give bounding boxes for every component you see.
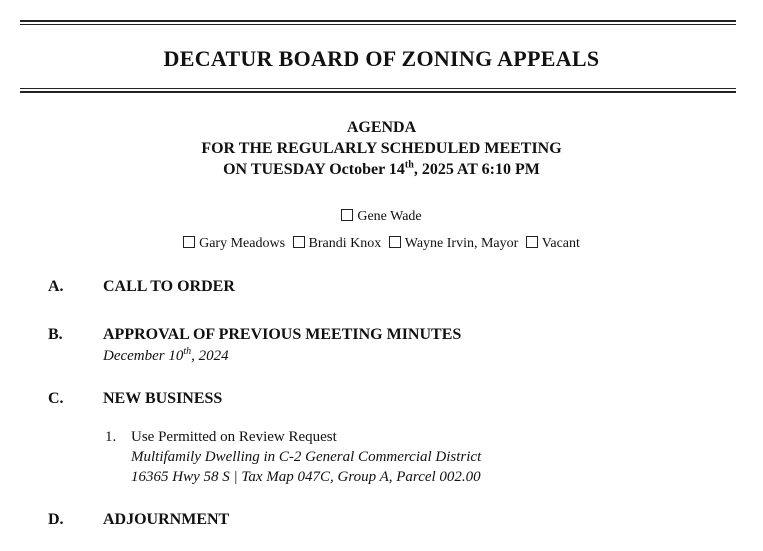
attendance-row-2 <box>0 236 763 252</box>
item-number: 1. <box>105 429 117 445</box>
member-gary-meadows: Gary Meadows <box>183 236 285 252</box>
top-rule-thick <box>20 20 736 22</box>
item-title: Use Permitted on Review Request <box>131 429 337 445</box>
section-d-letter: D. <box>48 511 64 528</box>
member-gene-wade: Gene Wade <box>341 209 421 225</box>
attendance-checkbox[interactable] <box>389 236 401 248</box>
agenda-heading <box>0 117 763 180</box>
attendance-row-1 <box>0 209 763 225</box>
meeting-type: FOR THE REGULARLY SCHEDULED MEETING <box>201 140 562 157</box>
section-b-letter: B. <box>48 326 63 343</box>
top-rule-thin <box>20 24 736 25</box>
section-c-title: NEW BUSINESS <box>103 390 223 407</box>
member-vacant: Vacant <box>526 236 580 252</box>
attendance-checkbox[interactable] <box>526 236 538 248</box>
attendance-checkbox[interactable] <box>293 236 305 248</box>
agenda-label: AGENDA <box>346 119 417 136</box>
section-b-minutes-date: December 10th, 2024 <box>103 346 229 364</box>
section-c-letter: C. <box>48 390 64 407</box>
section-d-title: ADJOURNMENT <box>103 511 230 528</box>
item-detail-zoning: Multifamily Dwelling in C-2 General Commercial District <box>131 449 482 465</box>
member-wayne-irvin: Wayne Irvin, Mayor <box>389 236 519 252</box>
attendance-checkbox[interactable] <box>341 209 353 221</box>
item-detail-parcel: 16365 Hwy 58 S | Tax Map 047C, Group A, Parcel 002.00 <box>131 469 481 485</box>
member-brandi-knox: Brandi Knox <box>293 236 382 252</box>
board-title: DECATUR BOARD OF ZONING APPEALS <box>163 46 600 71</box>
attendance-checkbox[interactable] <box>183 236 195 248</box>
meeting-date: ON TUESDAY October 14th, 2025 AT 6:10 PM <box>223 159 540 178</box>
bottom-rule-thick <box>20 91 736 93</box>
section-a-title: CALL TO ORDER <box>103 278 235 295</box>
section-b-title: APPROVAL OF PREVIOUS MEETING MINUTES <box>103 326 462 343</box>
section-a-letter: A. <box>48 278 64 295</box>
bottom-rule-thin <box>20 88 736 89</box>
